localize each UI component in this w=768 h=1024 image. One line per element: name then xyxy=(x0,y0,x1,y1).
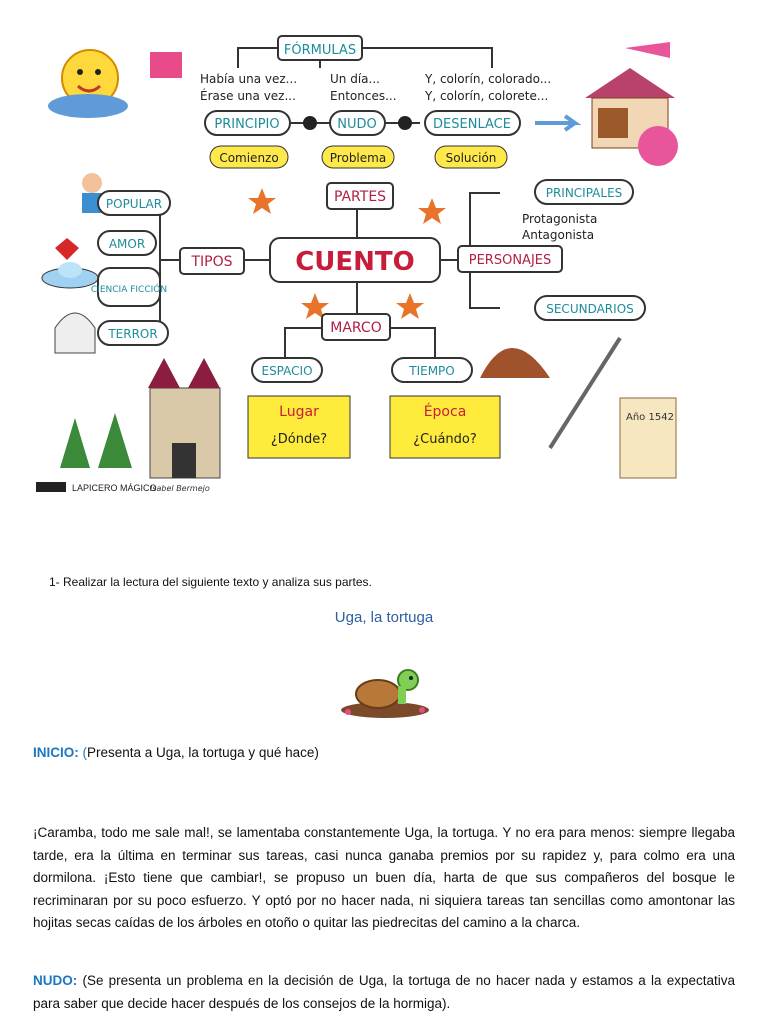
parte-principio-sub: Comienzo xyxy=(219,151,279,165)
formula-principio-1: Había una vez... xyxy=(200,72,298,86)
parte-nudo: NUDO xyxy=(337,117,377,132)
nudo-paragraph xyxy=(33,970,735,1015)
tipo-popular: POPULAR xyxy=(105,197,163,211)
formula-nudo-2: Entonces... xyxy=(330,89,397,103)
inicio-desc: Presenta a Uga, la tortuga y qué hace) xyxy=(87,745,319,760)
tipos-branch xyxy=(91,191,244,345)
sun-icon xyxy=(48,50,128,118)
signature-text: Isabel Bermejo xyxy=(150,484,210,493)
tipo-terror: TERROR xyxy=(108,327,158,341)
center-title: CUENTO xyxy=(295,247,415,277)
trees-icon xyxy=(60,413,132,468)
ghost-icon xyxy=(55,313,95,353)
espacio-note-lugar: Lugar xyxy=(279,404,319,420)
inicio-label: INICIO: xyxy=(33,745,79,760)
nudo-desc: (Se presenta un problema en la decisión de Uga, la tortuga de no hacer nada y estamos a la expectativa para saber que decide hacer después de los consejos de la hormiga). xyxy=(33,973,735,1011)
balloon-icon xyxy=(638,126,678,166)
credit-text: LAPICERO MÁGICO xyxy=(72,483,157,493)
inicio-paragraph xyxy=(33,742,735,765)
scroll-text: Año 1542 xyxy=(626,412,674,423)
parte-nudo-sub: Problema xyxy=(329,151,387,165)
partes-title: PARTES xyxy=(333,189,387,205)
tipo-amor: AMOR xyxy=(108,237,146,251)
formula-desenlace-1: Y, colorín, colorado... xyxy=(425,72,552,86)
tiempo-note-epoca: Época xyxy=(423,404,467,420)
story-title: Uga, la tortuga xyxy=(334,609,434,626)
parte-desenlace-sub: Solución xyxy=(445,151,497,165)
personajes-secundarios: SECUNDARIOS xyxy=(546,302,634,316)
personajes-title: PERSONAJES xyxy=(468,253,552,268)
tipo-ciencia-ficcion: CIENCIA FICCIÓN xyxy=(90,285,168,295)
personajes-principales: PRINCIPALES xyxy=(545,186,623,200)
scroll-icon xyxy=(620,398,676,478)
personaje-protagonista: Protagonista xyxy=(522,212,598,226)
tipos-title: TIPOS xyxy=(191,254,233,270)
marco-title: MARCO xyxy=(330,320,382,336)
formulas-title: FÓRMULAS xyxy=(283,43,357,58)
marco-tiempo: TIEMPO xyxy=(409,364,455,378)
story-mind-map xyxy=(30,28,690,498)
turtle-icon xyxy=(338,660,432,720)
castle-icon xyxy=(148,358,220,478)
formula-principio-2: Érase una vez... xyxy=(200,89,296,103)
parte-desenlace: DESENLACE xyxy=(433,117,511,132)
instruction-text: 1- Realizar la lectura del siguiente texto y analiza sus partes. xyxy=(49,575,372,589)
formula-desenlace-2: Y, colorín, colorete... xyxy=(425,89,549,103)
parte-principio: PRINCIPIO xyxy=(214,117,280,132)
tiempo-note-cuando: ¿Cuándo? xyxy=(413,432,477,447)
hearts-icon xyxy=(55,238,79,260)
haystack-icon xyxy=(480,348,550,378)
nudo-label: NUDO: xyxy=(33,973,78,988)
pencil-icon xyxy=(625,42,670,58)
personajes-branch xyxy=(458,180,645,320)
story-paragraph-1: ¡Caramba, todo me sale mal!, se lamentaba constantemente Uga, la tortuga. Y no era para menos: siempre llegaba tarde, era la última en terminar sus tareas, casi nunca ganaba premios por su rapidez y, para colmo era una dormilona. ¡Esto tiene que cambiar!, se propuso un buen día, harta de que sus compañeros del bosque le recriminaran por su poco esfuerzo. Y optó por no hacer nada, ni siquiera tareas tan sencillas como amontonar las hojitas secas caídas de los árboles en otoño o quitar las piedrecitas del camino a la charca. xyxy=(33,825,735,930)
espacio-note-donde: ¿Dónde? xyxy=(270,432,328,447)
personaje-antagonista: Antagonista xyxy=(522,228,595,242)
ufo-icon xyxy=(42,262,98,288)
inicio-paren: ( xyxy=(82,745,88,760)
book-icon xyxy=(150,52,182,78)
credit-line xyxy=(36,482,210,493)
quill-icon xyxy=(550,338,620,448)
formulas-branch xyxy=(200,36,551,103)
formula-nudo-1: Un día... xyxy=(330,72,380,86)
marco-espacio: ESPACIO xyxy=(261,364,313,378)
